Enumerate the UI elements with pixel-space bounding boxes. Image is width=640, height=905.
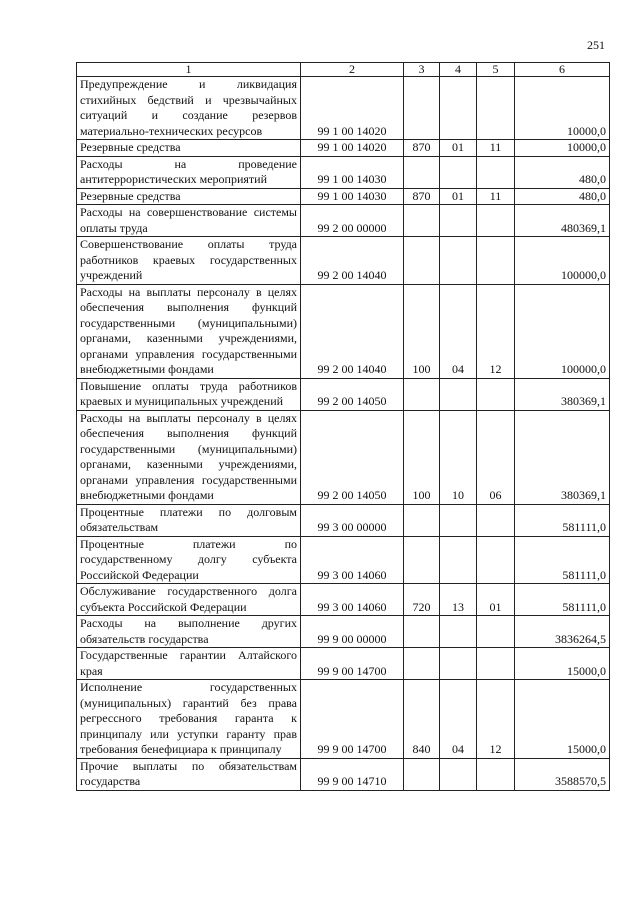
target-code-cell: 99 1 00 14030 [301,188,404,205]
table-row [77,410,610,504]
target-code-cell: 99 1 00 14020 [301,140,404,157]
expense-type-cell: 100 [404,410,440,504]
amount-cell: 581111,0 [515,504,610,536]
target-code-cell: 99 3 00 00000 [301,504,404,536]
target-code-cell: 99 2 00 14040 [301,284,404,378]
section-cell [440,758,477,790]
expense-name-cell: Расходы на выплаты персоналу в целях обеспечения выполнения функций государственными (муниципальными) органами, казенными учреждениями, органами управления государственными внебюджетными фондами [77,284,301,378]
subsection-cell [477,378,515,410]
target-code-cell: 99 9 00 14700 [301,648,404,680]
amount-cell: 480369,1 [515,205,610,237]
amount-cell: 15000,0 [515,680,610,759]
table-body [77,77,610,791]
amount-cell: 380369,1 [515,410,610,504]
table-row [77,284,610,378]
expense-name-cell: Предупреждение и ликвидация стихийных бедствий и чрезвычайных ситуаций и создание резервов материально-технических ресурсов [77,77,301,140]
header-cell: 4 [440,63,477,77]
expense-name-cell: Исполнение государственных (муниципальных) гарантий без права регрессного требования гаранта к принципалу или уступки гаранту прав требования бенефициара к принципалу [77,680,301,759]
amount-cell: 581111,0 [515,536,610,584]
subsection-cell [477,156,515,188]
amount-cell: 480,0 [515,156,610,188]
subsection-cell [477,77,515,140]
section-cell [440,77,477,140]
table-row [77,616,610,648]
target-code-cell: 99 9 00 14700 [301,680,404,759]
amount-cell: 3588570,5 [515,758,610,790]
expense-type-cell [404,758,440,790]
subsection-cell: 01 [477,584,515,616]
section-cell: 01 [440,140,477,157]
table-row [77,205,610,237]
subsection-cell [477,758,515,790]
expense-type-cell [404,237,440,285]
section-cell: 13 [440,584,477,616]
expense-type-cell [404,616,440,648]
expense-name-cell: Резервные средства [77,140,301,157]
expense-name-cell: Совершенствование оплаты труда работников краевых государственных учреждений [77,237,301,285]
table-row [77,237,610,285]
target-code-cell: 99 3 00 14060 [301,536,404,584]
table-row [77,188,610,205]
section-cell [440,504,477,536]
section-cell: 04 [440,284,477,378]
table-row [77,378,610,410]
table-row [77,536,610,584]
table-row [77,648,610,680]
subsection-cell [477,616,515,648]
section-cell [440,156,477,188]
target-code-cell: 99 1 00 14030 [301,156,404,188]
expense-name-cell: Расходы на выплаты персоналу в целях обеспечения выполнения функций государственными (муниципальными) органами, казенными учреждениями, органами управления государственными внебюджетными фондами [77,410,301,504]
section-cell [440,536,477,584]
amount-cell: 15000,0 [515,648,610,680]
target-code-cell: 99 2 00 14050 [301,410,404,504]
expense-type-cell: 870 [404,140,440,157]
expense-type-cell [404,77,440,140]
expense-name-cell: Процентные платежи по государственному долгу субъекта Российской Федерации [77,536,301,584]
expense-name-cell: Государственные гарантии Алтайского края [77,648,301,680]
expense-type-cell [404,378,440,410]
subsection-cell [477,504,515,536]
table-row [77,584,610,616]
table-row [77,140,610,157]
section-cell: 04 [440,680,477,759]
subsection-cell: 11 [477,140,515,157]
amount-cell: 581111,0 [515,584,610,616]
expense-name-cell: Расходы на совершенствование системы оплаты труда [77,205,301,237]
subsection-cell [477,648,515,680]
section-cell [440,378,477,410]
subsection-cell: 12 [477,680,515,759]
table-row [77,156,610,188]
section-cell: 01 [440,188,477,205]
section-cell: 10 [440,410,477,504]
expense-type-cell: 720 [404,584,440,616]
amount-cell: 100000,0 [515,284,610,378]
amount-cell: 380369,1 [515,378,610,410]
subsection-cell [477,536,515,584]
expense-name-cell: Резервные средства [77,188,301,205]
target-code-cell: 99 9 00 14710 [301,758,404,790]
section-cell [440,205,477,237]
header-cell: 3 [404,63,440,77]
expense-name-cell: Процентные платежи по долговым обязательствам [77,504,301,536]
page-number: 251 [587,38,605,52]
header-cell: 2 [301,63,404,77]
header-row [77,63,610,77]
subsection-cell [477,205,515,237]
expense-type-cell: 100 [404,284,440,378]
target-code-cell: 99 2 00 14050 [301,378,404,410]
amount-cell: 3836264,5 [515,616,610,648]
expense-name-cell: Повышение оплаты труда работников краевых и муниципальных учреждений [77,378,301,410]
target-code-cell: 99 9 00 00000 [301,616,404,648]
target-code-cell: 99 2 00 14040 [301,237,404,285]
budget-table [76,62,610,791]
expense-name-cell: Расходы на выполнение других обязательств государства [77,616,301,648]
expense-type-cell [404,536,440,584]
expense-type-cell [404,504,440,536]
expense-type-cell [404,648,440,680]
expense-name-cell: Обслуживание государственного долга субъекта Российской Федерации [77,584,301,616]
amount-cell: 10000,0 [515,77,610,140]
table-row [77,680,610,759]
subsection-cell: 12 [477,284,515,378]
amount-cell: 480,0 [515,188,610,205]
expense-type-cell: 840 [404,680,440,759]
section-cell [440,616,477,648]
section-cell [440,648,477,680]
header-cell: 1 [77,63,301,77]
expense-name-cell: Расходы на проведение антитеррористических мероприятий [77,156,301,188]
expense-type-cell [404,156,440,188]
section-cell [440,237,477,285]
subsection-cell: 06 [477,410,515,504]
subsection-cell: 11 [477,188,515,205]
table-row [77,758,610,790]
amount-cell: 10000,0 [515,140,610,157]
target-code-cell: 99 2 00 00000 [301,205,404,237]
target-code-cell: 99 1 00 14020 [301,77,404,140]
amount-cell: 100000,0 [515,237,610,285]
target-code-cell: 99 3 00 14060 [301,584,404,616]
table-row [77,504,610,536]
header-cell: 6 [515,63,610,77]
expense-name-cell: Прочие выплаты по обязательствам государства [77,758,301,790]
table-row [77,77,610,140]
subsection-cell [477,237,515,285]
header-cell: 5 [477,63,515,77]
expense-type-cell [404,205,440,237]
expense-type-cell: 870 [404,188,440,205]
